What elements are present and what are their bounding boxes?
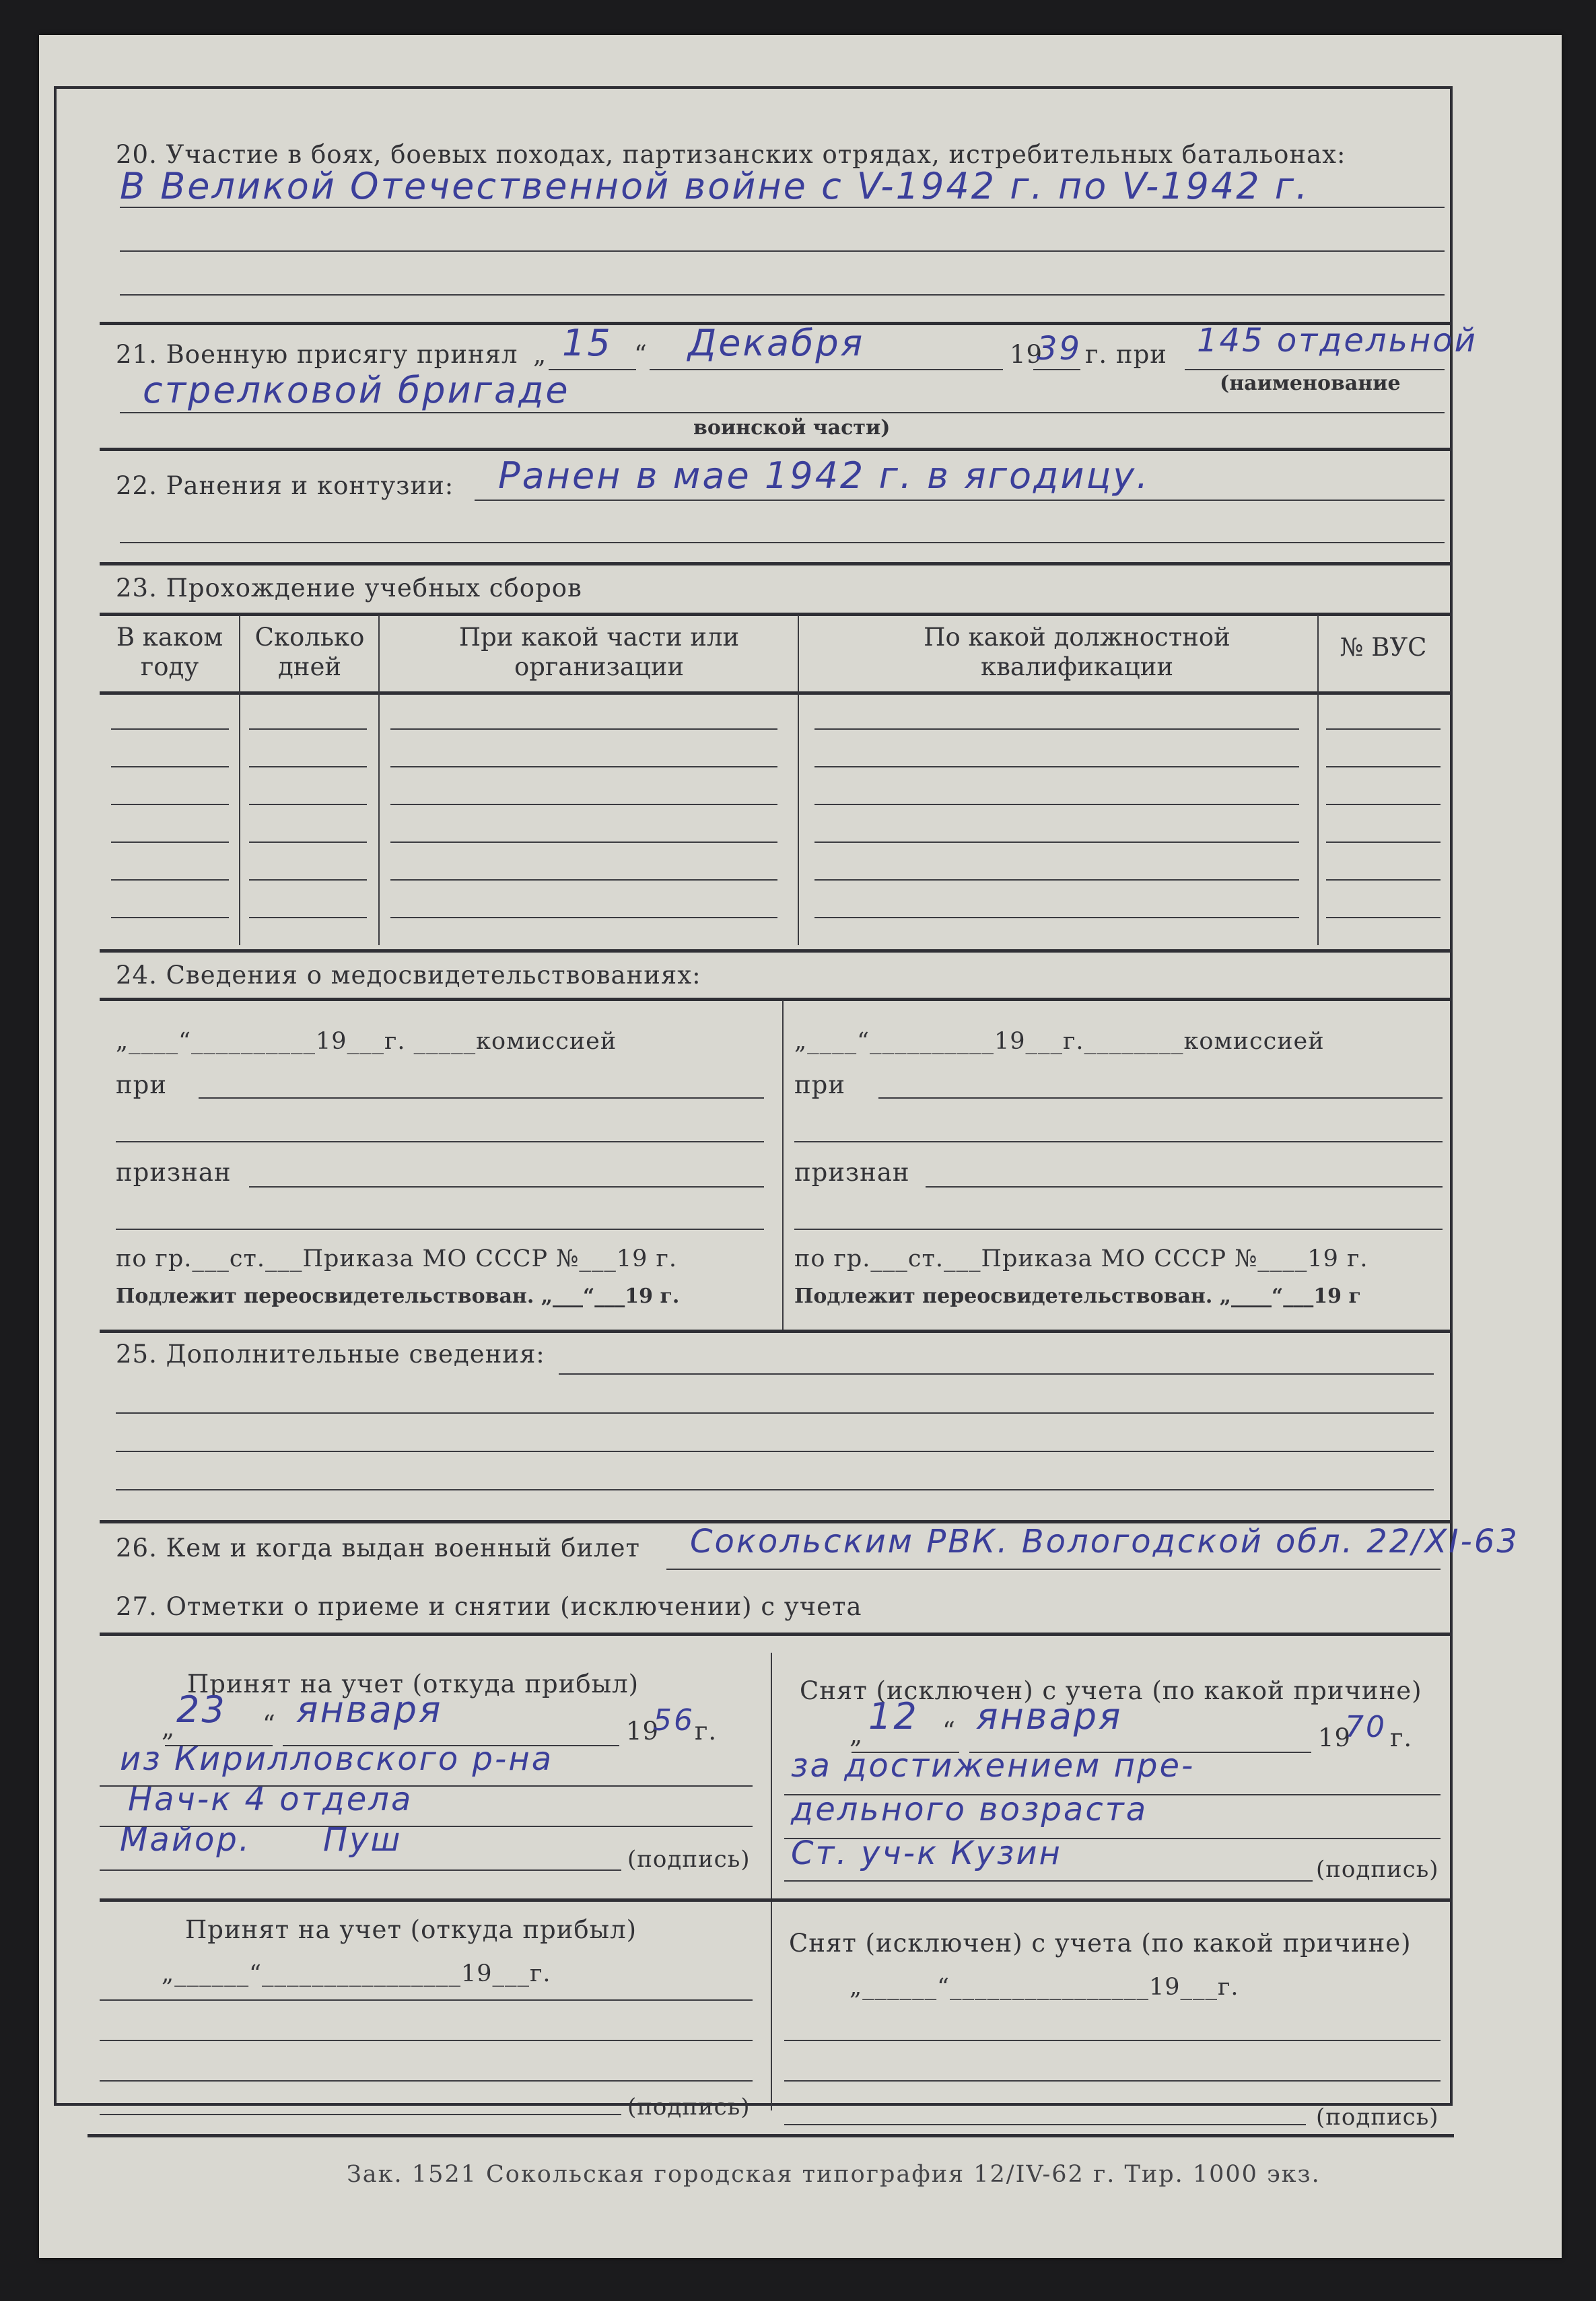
s24-right-line-2 <box>794 1141 1443 1142</box>
s22-line-2 <box>120 542 1445 543</box>
s21-hint-unit: воинской части) <box>693 416 891 440</box>
s23-row-line <box>390 766 777 767</box>
s27-b1-right-rule-3 <box>784 1880 1313 1882</box>
s22-label: 22. Ранения и контузии: <box>116 471 454 500</box>
s27-b1-right-quote-open: „ <box>849 1720 864 1749</box>
s27-b1-right-day: 12 <box>868 1695 919 1738</box>
s27-col-sep <box>771 1653 772 2110</box>
s21-line-2 <box>120 412 1445 413</box>
s24-right-pri: при <box>794 1070 846 1099</box>
s21-label: 21. Военную присягу принял <box>116 340 518 369</box>
s23-row-line <box>390 804 777 805</box>
s23-row-line <box>1326 842 1441 843</box>
s27-b1-left-quote-close: “ <box>263 1710 276 1739</box>
s24-left-recheck: Подлежит переосвидетельствован. „___“___19 г. <box>116 1284 680 1308</box>
s24-left-line-2 <box>116 1141 764 1142</box>
s27-b2-right-date: „______“________________19___г. <box>849 1974 1239 2001</box>
s23-row-line <box>390 842 777 843</box>
s20-line-2 <box>120 250 1445 252</box>
printer-footer: Зак. 1521 Сокольская городская типография 12/IV-62 г. Тир. 1000 экз. <box>347 2161 1321 2188</box>
s24-right-line-4 <box>794 1229 1443 1230</box>
s24-right-line-1 <box>878 1097 1443 1099</box>
s21-hint-name: (наименование <box>1220 372 1401 395</box>
s23-header-bottom <box>100 691 1450 695</box>
s23-col-sep-4 <box>1317 615 1319 945</box>
s23-col-sep-2 <box>378 615 380 945</box>
s23-row-line <box>111 766 229 767</box>
s25-label: 25. Дополнительные сведения: <box>116 1340 545 1369</box>
s27-b1-left-month: января <box>296 1688 443 1731</box>
s27-b2-right-rule-2 <box>784 2080 1441 2082</box>
s21-quote-open: „ <box>533 340 547 369</box>
s21-year-line <box>1033 369 1080 370</box>
s21-month-line <box>650 369 1003 370</box>
s27-b1-left-year-prefix: 19 <box>626 1717 660 1746</box>
s27-b1-left-day: 23 <box>176 1688 227 1731</box>
s27-b1-right-sign-label: (подпись) <box>1316 1856 1439 1883</box>
s24-left-line-4 <box>116 1229 764 1230</box>
s24-col-sep <box>782 1000 784 1330</box>
s23-row-line <box>111 842 229 843</box>
s23-col-vus: № ВУС <box>1340 633 1427 662</box>
s21-unit-line <box>1185 369 1445 370</box>
s23-row-line <box>249 879 367 881</box>
s27-b1-left-line2: Нач-к 4 отдела <box>128 1781 413 1818</box>
s23-col-sep-1 <box>239 615 240 945</box>
s27-b2-right-rule-1 <box>784 2040 1441 2041</box>
s23-row-line <box>249 842 367 843</box>
s27-b1-right-year-prefix: 19 <box>1318 1723 1352 1752</box>
s27-b1-right-title: Снят (исключен) с учета (по какой причине) <box>800 1676 1422 1705</box>
s27-b2-left-sign-label: (подпись) <box>627 2094 751 2121</box>
s21-year-prefix: 19 <box>1010 340 1043 369</box>
s24-left-pri: при <box>116 1070 168 1099</box>
s23-row-line <box>249 804 367 805</box>
s27-b2-left-rule-4 <box>100 2114 621 2115</box>
s27-b1-left-sign-label: (подпись) <box>627 1846 751 1873</box>
s24-left-line-3 <box>249 1186 764 1188</box>
s21-month: Декабря <box>688 322 865 364</box>
s23-row-line <box>111 917 229 918</box>
s27-b1-right-year: 70 <box>1345 1710 1387 1744</box>
s23-row-line <box>249 728 367 730</box>
s21-divider <box>100 448 1450 451</box>
s27-b1-left-line1: из Кирилловского р-на <box>120 1740 554 1778</box>
s22-line-1 <box>475 500 1445 501</box>
s27-b2-right-rule-3 <box>784 2124 1306 2125</box>
s23-row-line <box>814 804 1299 805</box>
s24-right-priznan: признан <box>794 1158 910 1187</box>
s21-year-suffix: г. при <box>1085 340 1167 369</box>
s27-b2-left-rule-3 <box>100 2080 753 2082</box>
s24-right-line-3 <box>926 1186 1443 1188</box>
s20-line-1 <box>120 207 1445 208</box>
s23-row-line <box>1326 804 1441 805</box>
s23-row-line <box>390 917 777 918</box>
s20-handwritten: В Великой Отечественной войне с V-1942 г. по V-1942 г. <box>120 165 1310 207</box>
s23-header-top <box>100 613 1450 616</box>
s23-row-line <box>249 766 367 767</box>
s27-b2-left-rule-1 <box>100 1999 753 2001</box>
s24-left-order: по гр.___ст.___Приказа МО СССР №___19 г. <box>116 1245 677 1272</box>
s24-left-date: „____“__________19___г. _____комиссией <box>116 1028 617 1055</box>
s23-col-sep-3 <box>798 615 799 945</box>
s23-row-line <box>111 728 229 730</box>
s22-divider <box>100 562 1450 565</box>
s23-row-line <box>1326 879 1441 881</box>
s26-label: 26. Кем и когда выдан военный билет <box>116 1534 641 1562</box>
s23-row-line <box>249 917 367 918</box>
s22-handwritten: Ранен в мае 1942 г. в ягодицу. <box>498 454 1150 497</box>
s23-row-line <box>390 728 777 730</box>
s23-row-line <box>1326 917 1441 918</box>
s23-row-line <box>814 842 1299 843</box>
s26-line <box>666 1569 1441 1570</box>
s27-label: 27. Отметки о приеме и снятии (исключении) с учета <box>116 1592 862 1621</box>
s23-col-unit: При какой части или организации <box>458 623 740 681</box>
s23-divider <box>100 949 1450 953</box>
s27-b1-left-line3: Майор. <box>120 1821 252 1859</box>
s24-label: 24. Сведения о медосвидетельствованиях: <box>116 961 701 990</box>
s27-b1-right-month: января <box>976 1695 1123 1738</box>
s23-row-line <box>1326 766 1441 767</box>
s25-line-4 <box>116 1489 1434 1490</box>
s27-b2-left-title: Принят на учет (откуда прибыл) <box>185 1915 637 1944</box>
s21-unit-part2: стрелковой бригаде <box>143 369 570 411</box>
s23-col-qualification: По какой должностной квалификации <box>924 623 1230 681</box>
s27-b2-left-rule-2 <box>100 2040 753 2041</box>
s27-b2-left-date: „______“________________19___г. <box>162 1960 551 1987</box>
s23-col-year: В каком году <box>116 623 223 681</box>
s21-day: 15 <box>562 322 613 364</box>
s25-line-3 <box>116 1451 1434 1452</box>
s23-row-line <box>814 728 1299 730</box>
s27-b1-left-rule-3 <box>100 1869 621 1871</box>
s27-b1-left-quote-open: „ <box>162 1713 176 1742</box>
s24-right-order: по гр.___ст.___Приказа МО СССР №____19 г. <box>794 1245 1368 1272</box>
s25-line-1 <box>559 1373 1434 1375</box>
s25-line-2 <box>116 1412 1434 1414</box>
s24-left-priznan: признан <box>116 1158 232 1187</box>
s23-row-line <box>814 879 1299 881</box>
s23-row-line <box>111 879 229 881</box>
s27-b1-right-line3: Ст. уч-к Кузин <box>791 1834 1062 1872</box>
s24-divider <box>100 1330 1450 1333</box>
s27-bottom <box>88 2134 1454 2137</box>
s24-top <box>100 998 1450 1001</box>
s27-b1-left-signature: Пуш <box>323 1821 403 1859</box>
s23-row-line <box>1326 728 1441 730</box>
s27-mid-divider <box>100 1898 1450 1902</box>
s27-b1-left-year-suffix: г. <box>695 1717 718 1746</box>
s27-b1-right-year-suffix: г. <box>1390 1723 1413 1752</box>
s23-row-line <box>814 766 1299 767</box>
s21-quote-close: “ <box>634 340 648 369</box>
s24-left-line-1 <box>199 1097 764 1099</box>
s27-b2-right-sign-label: (подпись) <box>1316 2104 1439 2131</box>
s27-b1-right-line2: дельного возраста <box>791 1791 1148 1828</box>
s27-top <box>100 1633 1450 1636</box>
s23-row-line <box>390 879 777 881</box>
s21-year: 39 <box>1037 330 1082 368</box>
s20-line-3 <box>120 294 1445 296</box>
s20-label: 20. Участие в боях, боевых походах, партизанских отрядах, истребительных батальонах: <box>116 140 1346 169</box>
s27-b1-right-quote-close: “ <box>942 1717 956 1746</box>
s23-row-line <box>111 804 229 805</box>
s27-b1-left-title: Принят на учет (откуда прибыл) <box>187 1670 639 1698</box>
s24-right-date: „____“__________19___г.________комиссией <box>794 1028 1325 1055</box>
s23-col-days: Сколько дней <box>254 623 365 681</box>
s26-handwritten: Сокольским РВК. Вологодской обл. 22/XI-63 <box>690 1523 1519 1560</box>
s27-b1-right-line1: за достижением пре- <box>791 1747 1195 1785</box>
s23-row-line <box>814 917 1299 918</box>
s27-b1-left-year: 56 <box>653 1703 695 1738</box>
s27-b2-right-title: Снят (исключен) с учета (по какой причине) <box>789 1929 1412 1958</box>
s23-label: 23. Прохождение учебных сборов <box>116 574 582 603</box>
s21-unit-part1: 145 отдельной <box>1197 322 1478 359</box>
s24-right-recheck: Подлежит переосвидетельствован. „____“___19 г <box>794 1284 1361 1308</box>
